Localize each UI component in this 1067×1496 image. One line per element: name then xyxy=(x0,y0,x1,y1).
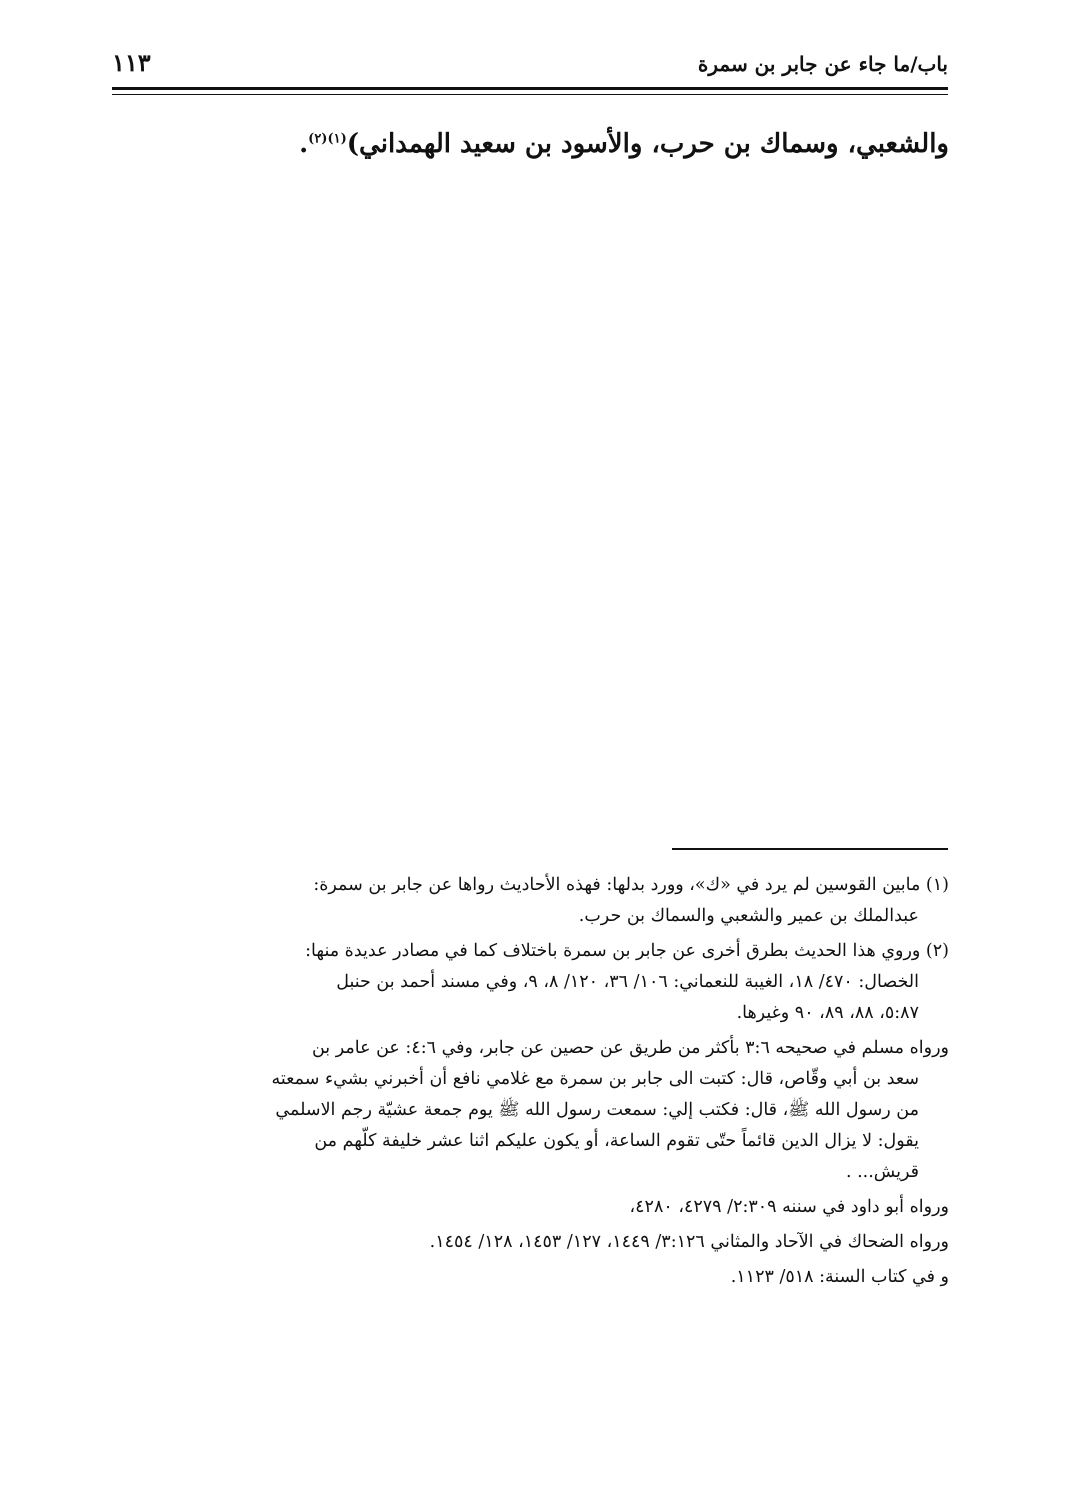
footnote-line: و في كتاب السنة: ٥١٨/ ١١٢٣. xyxy=(730,1267,949,1287)
footnote-line: ورواه أبو داود في سننه ٢:٣٠٩/ ٤٢٧٩، ٤٢٨٠، xyxy=(629,1197,949,1217)
main-text xyxy=(119,126,949,162)
footnote-line: من رسول الله ﷺ، قال: فكتب إلي: سمعت رسول الله ﷺ يوم جمعة عشيّة رجم الاسلمي xyxy=(275,1100,919,1120)
header-rule-thick xyxy=(112,87,948,90)
footnote-line: عبدالملك بن عمير والشعبي والسماك بن حرب. xyxy=(578,906,919,926)
footnote-separator xyxy=(672,848,948,850)
footnote-line: (١) مابين القوسين لم يرد في «ك»، وورد بدلها: فهذه الأحاديث رواها عن جابر بن سمرة: xyxy=(313,875,949,895)
running-header xyxy=(112,44,948,84)
footnote-markers: (١)(٢) xyxy=(308,131,347,147)
footnote-1 xyxy=(109,870,949,932)
footnote-dahhak xyxy=(109,1227,949,1258)
footnote-line: الخصال: ٤٧٠/ ١٨، الغيبة للنعماني: ١٠٦/ ٣٦، ١٢٠/ ٨، ٩، وفي مسند أحمد بن حنبل xyxy=(336,972,919,992)
header-rule-thin xyxy=(112,94,948,95)
page-number: ١١٣ xyxy=(112,48,151,77)
footnote-line: قريش... . xyxy=(845,1162,919,1182)
footnote-line: (٢) وروي هذا الحديث بطرق أخرى عن جابر بن سمرة باختلاف كما في مصادر عديدة منها: xyxy=(305,941,949,961)
footnote-muslim xyxy=(109,1033,949,1188)
footnote-line: ٥:٨٧، ٨٨، ٨٩، ٩٠ وغيرها. xyxy=(736,1003,919,1023)
footnotes xyxy=(109,870,949,1297)
chapter-title: باب/ما جاء عن جابر بن سمرة xyxy=(697,52,948,76)
footnote-line: يقول: لا يزال الدين قائماً حتّى تقوم الساعة، أو يكون عليكم اثنا عشر خليفة كلّهم من xyxy=(314,1131,919,1151)
footnote-abu-dawud xyxy=(109,1192,949,1223)
main-text-end: . xyxy=(299,129,309,159)
footnote-line: ورواه مسلم في صحيحه ٣:٦ بأكثر من طريق عن حصين عن جابر، وفي ٤:٦: عن عامر بن xyxy=(311,1038,949,1058)
footnote-line: ورواه الضحاك في الآحاد والمثاني ٣:١٢٦/ ١٤٤٩، ١٢٧/ ١٤٥٣، ١٢٨/ ١٤٥٤. xyxy=(429,1232,949,1252)
footnote-sunnah xyxy=(109,1262,949,1293)
main-text-body: والشعبي، وسماك بن حرب، والأسود بن سعيد الهمداني) xyxy=(346,129,949,159)
footnote-2 xyxy=(109,936,949,1029)
footnote-line: سعد بن أبي وقّاص، قال: كتبت الى جابر بن سمرة مع غلامي نافع أن أخبرني بشيء سمعته xyxy=(271,1069,919,1089)
